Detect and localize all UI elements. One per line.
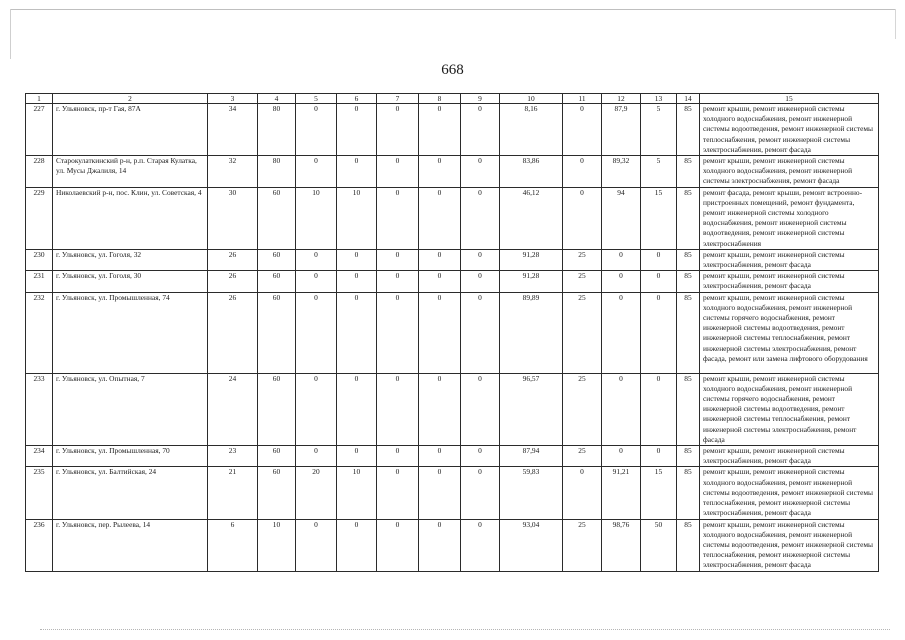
- cell-col-3: 23: [208, 446, 258, 467]
- cell-col-14: 85: [677, 446, 700, 467]
- cell-col-3: 32: [208, 156, 258, 188]
- cell-col-9: 0: [461, 249, 500, 270]
- table-row: [26, 519, 879, 571]
- cell-col-11: 25: [563, 271, 602, 292]
- table-row: [26, 467, 879, 519]
- cell-col-3: 24: [208, 373, 258, 445]
- table-body: [26, 104, 879, 572]
- cell-col-6: 0: [337, 519, 377, 571]
- table-row: [26, 104, 879, 156]
- cell-address: г. Ульяновск, ул. Промышленная, 70: [53, 446, 208, 467]
- column-header-8: 8: [419, 94, 461, 104]
- cell-address: г. Ульяновск, ул. Балтийская, 24: [53, 467, 208, 519]
- cell-row-number: 228: [26, 156, 53, 188]
- cell-col-3: 34: [208, 104, 258, 156]
- cell-row-number: 233: [26, 373, 53, 445]
- cell-col-11: 0: [563, 467, 602, 519]
- cell-col-11: 0: [563, 156, 602, 188]
- cell-col-9: 0: [461, 187, 500, 249]
- cell-col-4: 60: [258, 249, 296, 270]
- cell-works-list: ремонт крыши, ремонт инженерной системы электроснабжения, ремонт фасада: [700, 271, 879, 292]
- cell-col-3: 26: [208, 292, 258, 373]
- cell-row-number: 235: [26, 467, 53, 519]
- cell-col-8: 0: [419, 446, 461, 467]
- cell-col-12: 0: [602, 373, 641, 445]
- cell-col-8: 0: [419, 467, 461, 519]
- cell-col-6: 0: [337, 292, 377, 373]
- cell-col-12: 0: [602, 249, 641, 270]
- cell-col-10: 87,94: [500, 446, 563, 467]
- cell-col-3: 30: [208, 187, 258, 249]
- cell-col-5: 0: [296, 249, 337, 270]
- cell-col-3: 6: [208, 519, 258, 571]
- cell-col-12: 0: [602, 446, 641, 467]
- cell-col-9: 0: [461, 156, 500, 188]
- register-table: [25, 93, 879, 572]
- cell-col-11: 0: [563, 187, 602, 249]
- cell-col-4: 60: [258, 467, 296, 519]
- cell-col-6: 0: [337, 373, 377, 445]
- column-header-2: 2: [53, 94, 208, 104]
- cell-col-14: 85: [677, 249, 700, 270]
- column-header-12: 12: [602, 94, 641, 104]
- cell-col-4: 60: [258, 292, 296, 373]
- scan-edge-right: [895, 9, 896, 39]
- cell-col-12: 89,32: [602, 156, 641, 188]
- cell-col-5: 0: [296, 292, 337, 373]
- cell-row-number: 229: [26, 187, 53, 249]
- cell-col-12: 0: [602, 292, 641, 373]
- scan-edge-bottom: [40, 629, 890, 631]
- cell-col-7: 0: [377, 446, 419, 467]
- cell-row-number: 236: [26, 519, 53, 571]
- cell-col-9: 0: [461, 373, 500, 445]
- cell-col-8: 0: [419, 373, 461, 445]
- cell-col-10: 46,12: [500, 187, 563, 249]
- cell-col-8: 0: [419, 519, 461, 571]
- cell-row-number: 234: [26, 446, 53, 467]
- cell-col-14: 85: [677, 271, 700, 292]
- cell-col-7: 0: [377, 249, 419, 270]
- column-header-3: 3: [208, 94, 258, 104]
- cell-col-13: 50: [641, 519, 677, 571]
- cell-col-14: 85: [677, 467, 700, 519]
- column-header-13: 13: [641, 94, 677, 104]
- cell-col-11: 25: [563, 249, 602, 270]
- cell-col-10: 96,57: [500, 373, 563, 445]
- scan-edge-left: [10, 9, 11, 59]
- cell-col-12: 91,21: [602, 467, 641, 519]
- cell-col-13: 5: [641, 156, 677, 188]
- page-number: 668: [441, 62, 464, 78]
- cell-col-10: 91,28: [500, 249, 563, 270]
- table-header-row: [26, 94, 879, 104]
- cell-col-7: 0: [377, 187, 419, 249]
- cell-col-6: 0: [337, 249, 377, 270]
- cell-col-13: 15: [641, 187, 677, 249]
- column-header-4: 4: [258, 94, 296, 104]
- cell-col-7: 0: [377, 156, 419, 188]
- column-header-7: 7: [377, 94, 419, 104]
- column-header-1: 1: [26, 94, 53, 104]
- table-row: [26, 271, 879, 292]
- cell-col-13: 0: [641, 271, 677, 292]
- cell-col-7: 0: [377, 271, 419, 292]
- cell-col-6: 10: [337, 187, 377, 249]
- column-header-5: 5: [296, 94, 337, 104]
- cell-col-5: 0: [296, 156, 337, 188]
- cell-col-12: 94: [602, 187, 641, 249]
- cell-col-4: 60: [258, 271, 296, 292]
- cell-col-12: 98,76: [602, 519, 641, 571]
- table-row: [26, 292, 879, 373]
- cell-col-4: 60: [258, 187, 296, 249]
- cell-address: г. Ульяновск, ул. Гоголя, 30: [53, 271, 208, 292]
- cell-row-number: 230: [26, 249, 53, 270]
- cell-col-14: 85: [677, 104, 700, 156]
- cell-col-8: 0: [419, 271, 461, 292]
- cell-row-number: 232: [26, 292, 53, 373]
- column-header-11: 11: [563, 94, 602, 104]
- table-row: [26, 187, 879, 249]
- cell-col-10: 89,89: [500, 292, 563, 373]
- cell-col-12: 87,9: [602, 104, 641, 156]
- column-header-15: 15: [700, 94, 879, 104]
- cell-col-5: 0: [296, 104, 337, 156]
- cell-col-4: 80: [258, 156, 296, 188]
- cell-row-number: 231: [26, 271, 53, 292]
- cell-works-list: ремонт крыши, ремонт инженерной системы холодного водоснабжения, ремонт инженерной системы водоотведения, ремонт инженерной системы теплоснабжения, ремонт инженерной системы электроснабжения, ремонт фасада: [700, 519, 879, 571]
- cell-col-9: 0: [461, 446, 500, 467]
- cell-col-8: 0: [419, 249, 461, 270]
- cell-col-4: 10: [258, 519, 296, 571]
- cell-col-11: 0: [563, 104, 602, 156]
- cell-works-list: ремонт крыши, ремонт инженерной системы холодного водоснабжения, ремонт инженерной системы водоотведения, ремонт инженерной системы теплоснабжения, ремонт инженерной системы электроснабжения, ремонт фасада: [700, 467, 879, 519]
- cell-col-13: 0: [641, 373, 677, 445]
- cell-address: г. Ульяновск, ул. Гоголя, 32: [53, 249, 208, 270]
- cell-col-7: 0: [377, 373, 419, 445]
- cell-row-number: 227: [26, 104, 53, 156]
- cell-col-12: 0: [602, 271, 641, 292]
- cell-works-list: ремонт крыши, ремонт инженерной системы холодного водоснабжения, ремонт инженерной системы электроснабжения, ремонт фасада: [700, 156, 879, 188]
- column-header-10: 10: [500, 94, 563, 104]
- cell-col-9: 0: [461, 467, 500, 519]
- cell-col-5: 0: [296, 271, 337, 292]
- cell-col-7: 0: [377, 519, 419, 571]
- cell-address: г. Ульяновск, пр-т Гая, 87А: [53, 104, 208, 156]
- cell-col-10: 83,86: [500, 156, 563, 188]
- cell-address: г. Ульяновск, ул. Опытная, 7: [53, 373, 208, 445]
- cell-col-13: 0: [641, 249, 677, 270]
- cell-col-14: 85: [677, 156, 700, 188]
- cell-col-3: 26: [208, 271, 258, 292]
- table-row: [26, 249, 879, 270]
- cell-col-6: 0: [337, 446, 377, 467]
- cell-works-list: ремонт фасада, ремонт крыши, ремонт встроенно-пристроенных помещений, ремонт фундамента, ремонт инженерной системы холодного водоснабжения, ремонт инженерной системы водоотведения, ремонт инженерной системы электроснабжения: [700, 187, 879, 249]
- table-row: [26, 373, 879, 445]
- cell-col-9: 0: [461, 104, 500, 156]
- cell-col-8: 0: [419, 292, 461, 373]
- cell-col-9: 0: [461, 292, 500, 373]
- cell-col-14: 85: [677, 187, 700, 249]
- cell-col-14: 85: [677, 292, 700, 373]
- cell-works-list: ремонт крыши, ремонт инженерной системы электроснабжения, ремонт фасада: [700, 446, 879, 467]
- cell-col-6: 10: [337, 467, 377, 519]
- cell-col-9: 0: [461, 519, 500, 571]
- cell-col-8: 0: [419, 104, 461, 156]
- cell-col-5: 0: [296, 519, 337, 571]
- column-header-9: 9: [461, 94, 500, 104]
- cell-col-10: 91,28: [500, 271, 563, 292]
- cell-col-8: 0: [419, 187, 461, 249]
- column-header-14: 14: [677, 94, 700, 104]
- cell-col-10: 59,83: [500, 467, 563, 519]
- cell-works-list: ремонт крыши, ремонт инженерной системы холодного водоснабжения, ремонт инженерной системы горячего водоснабжения, ремонт инженерной системы водоотведения, ремонт инженерной системы теплоснабжения, ремонт инженерной системы электроснабжения, ремонт фасада, ремонт или замена лифтового оборудования: [700, 292, 879, 373]
- cell-col-8: 0: [419, 156, 461, 188]
- cell-col-11: 25: [563, 292, 602, 373]
- cell-col-10: 8,16: [500, 104, 563, 156]
- cell-col-11: 25: [563, 519, 602, 571]
- cell-col-13: 5: [641, 104, 677, 156]
- cell-col-11: 25: [563, 373, 602, 445]
- cell-works-list: ремонт крыши, ремонт инженерной системы электроснабжения, ремонт фасада: [700, 249, 879, 270]
- cell-col-4: 60: [258, 373, 296, 445]
- cell-col-4: 80: [258, 104, 296, 156]
- cell-col-5: 10: [296, 187, 337, 249]
- cell-col-13: 15: [641, 467, 677, 519]
- table-row: [26, 446, 879, 467]
- cell-col-7: 0: [377, 467, 419, 519]
- cell-col-3: 21: [208, 467, 258, 519]
- column-header-6: 6: [337, 94, 377, 104]
- cell-address: г. Ульяновск, ул. Промышленная, 74: [53, 292, 208, 373]
- cell-works-list: ремонт крыши, ремонт инженерной системы холодного водоснабжения, ремонт инженерной системы горячего водоснабжения, ремонт инженерной системы водоотведения, ремонт инженерной системы теплоснабжения, ремонт инженерной системы электроснабжения, ремонт фасада: [700, 373, 879, 445]
- cell-col-7: 0: [377, 292, 419, 373]
- cell-address: Николаевский р-н, пос. Клин, ул. Советская, 4: [53, 187, 208, 249]
- cell-col-14: 85: [677, 519, 700, 571]
- cell-col-4: 60: [258, 446, 296, 467]
- cell-col-7: 0: [377, 104, 419, 156]
- cell-col-6: 0: [337, 156, 377, 188]
- cell-col-6: 0: [337, 104, 377, 156]
- cell-col-5: 0: [296, 373, 337, 445]
- cell-col-5: 20: [296, 467, 337, 519]
- table-row: [26, 156, 879, 188]
- cell-col-14: 85: [677, 373, 700, 445]
- cell-works-list: ремонт крыши, ремонт инженерной системы холодного водоснабжения, ремонт инженерной системы водоотведения, ремонт инженерной системы теплоснабжения, ремонт инженерной системы электроснабжения, ремонт фасада: [700, 104, 879, 156]
- cell-col-9: 0: [461, 271, 500, 292]
- cell-col-11: 25: [563, 446, 602, 467]
- cell-col-13: 0: [641, 446, 677, 467]
- cell-col-3: 26: [208, 249, 258, 270]
- scan-edge-top: [10, 9, 896, 10]
- cell-col-6: 0: [337, 271, 377, 292]
- cell-address: Старокулаткинский р-н, р.п. Старая Кулатка, ул. Мусы Джалиля, 14: [53, 156, 208, 188]
- cell-col-13: 0: [641, 292, 677, 373]
- cell-col-5: 0: [296, 446, 337, 467]
- cell-col-10: 93,04: [500, 519, 563, 571]
- cell-address: г. Ульяновск, пер. Рылеева, 14: [53, 519, 208, 571]
